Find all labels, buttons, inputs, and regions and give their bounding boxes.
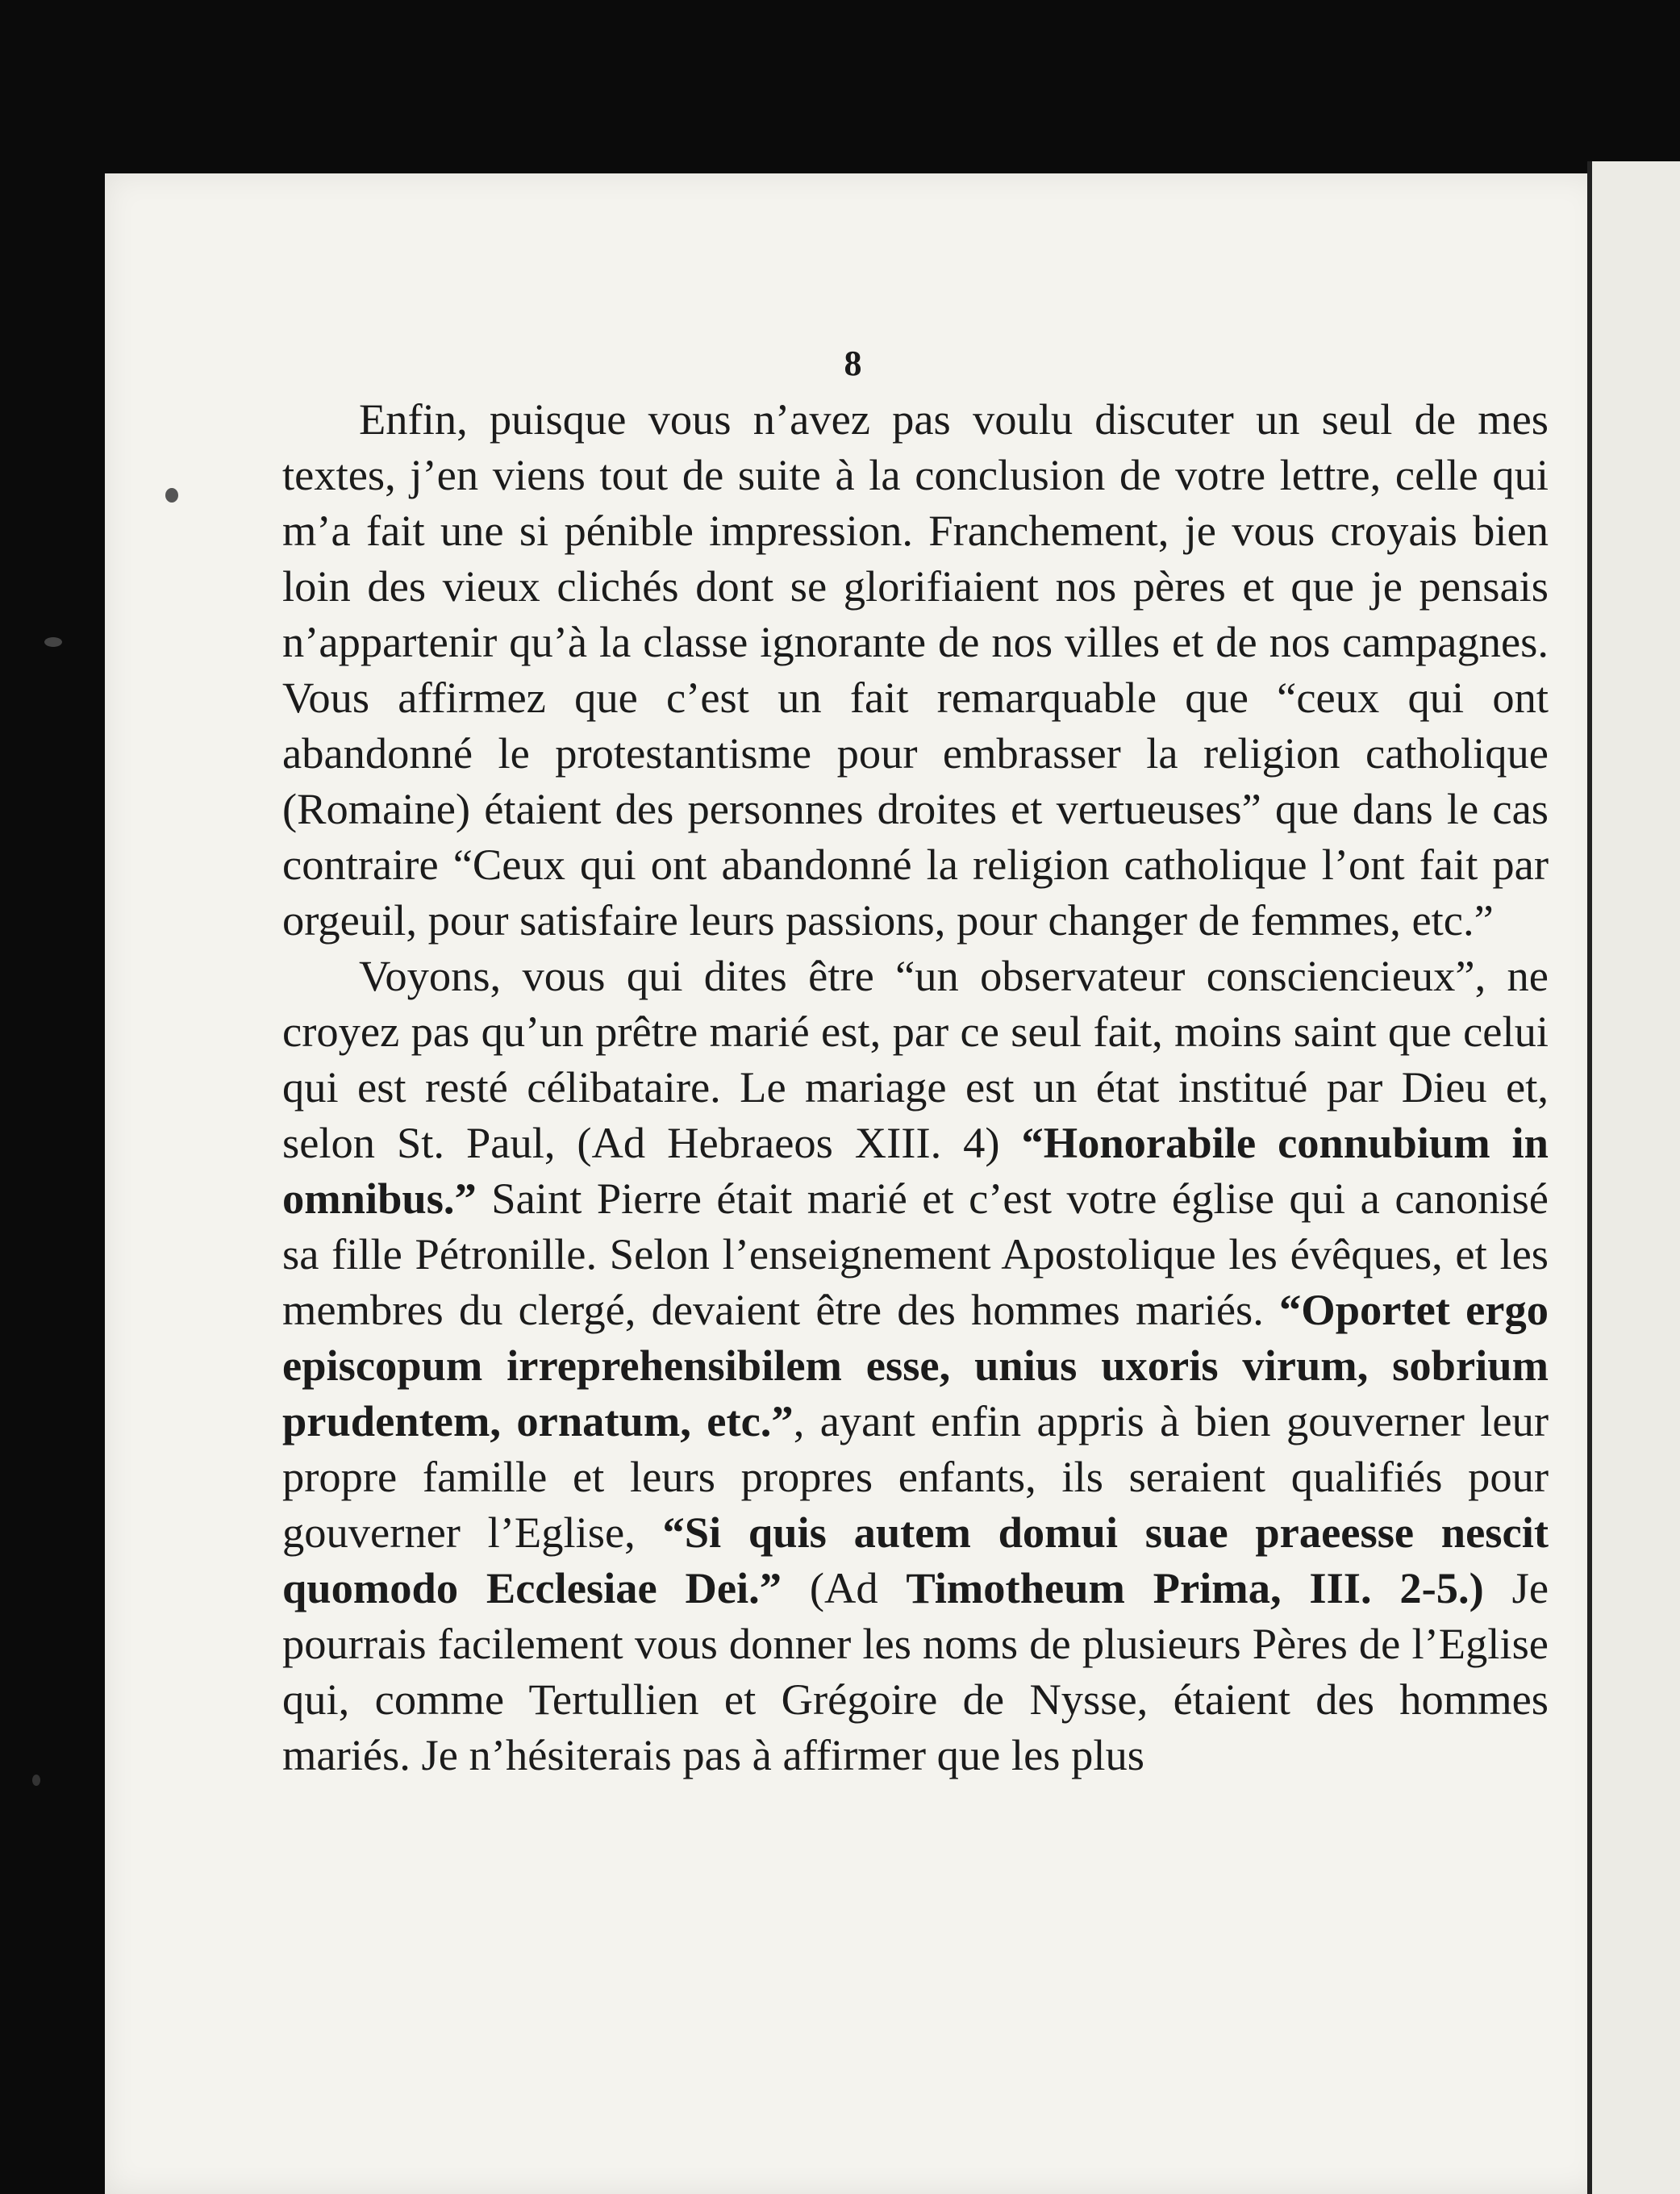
text-segment: , ayant enfin appris à bien gouverner leur propre famille et leurs propres enfants, ils seraient qualifiés pour gouverner l’Eglise, (282, 1396, 1549, 1557)
latin-quote-oportet: “Oportet ergo episcopum irreprehensibilem esse, unius uxoris virum, sobrium prudentem, ornatum, etc.” (282, 1285, 1549, 1445)
paragraph-1 (282, 391, 1549, 948)
scan-speck (165, 488, 178, 503)
page-number: 8 (844, 344, 862, 383)
latin-quote-hebraeos: “Honorabile connubium in omnibus.” (282, 1118, 1549, 1223)
adjacent-page-edge (1587, 161, 1680, 2194)
scan-speck (32, 1775, 40, 1786)
book-page (105, 173, 1601, 2194)
text-segment: (Ad (782, 1563, 907, 1612)
latin-quote-si-quis: “Si quis autem domui suae praeesse nescit quomodo Ecclesiae Dei.” (282, 1508, 1549, 1612)
text-segment: Enfin, puisque vous n’avez pas voulu discuter un seul de mes textes, j’en viens tout de suite à la conclusion de votre lettre, celle qui m’a fait une si pénible impression. Franchement, je vous croyais bien loin des vieux clichés dont se glorifiaient nos pères et que je pensais n’appartenir qu’à la classe ignorante de nos villes et de nos campagnes. Vous affirmez que c’est un fait remarquable que “ceux qui ont abandonné le protestantisme pour embrasser la religion catholique (Romaine) étaient des personnes droites et vertueuses” que dans le cas contraire “Ceux qui ont abandonné la religion catholique l’ont fait par orgeuil, pour satisfaire leurs passions, pour changer de femmes, etc.” (282, 394, 1549, 945)
body-text (282, 391, 1549, 1783)
citation-timotheum: Timotheum Prima, III. 2-5.) (906, 1563, 1484, 1612)
paragraph-2 (282, 948, 1549, 1783)
text-segment: Voyons, vous qui dites être “un observateur consciencieux”, ne croyez pas qu’un prêtre marié est, par ce seul fait, moins saint que celui qui est resté célibataire. Le mariage est un état institué par Dieu et, selon St. Paul, (Ad Hebraeos XIII. 4) (282, 951, 1549, 1167)
scan-speck (44, 637, 62, 647)
text-segment: Saint Pierre était marié et c’est votre église qui a canonisé sa fille Pétronille. Selon l’enseignement Apostolique les évêques, et les membres du clergé, devaient être des hommes mariés. (282, 1174, 1549, 1334)
text-segment: Je pourrais facilement vous donner les noms de plusieurs Pères de l’Eglise qui, comme Tertullien et Grégoire de Nysse, étaient des hommes mariés. Je n’hésiterais pas à affirmer que les plus (282, 1563, 1549, 1779)
